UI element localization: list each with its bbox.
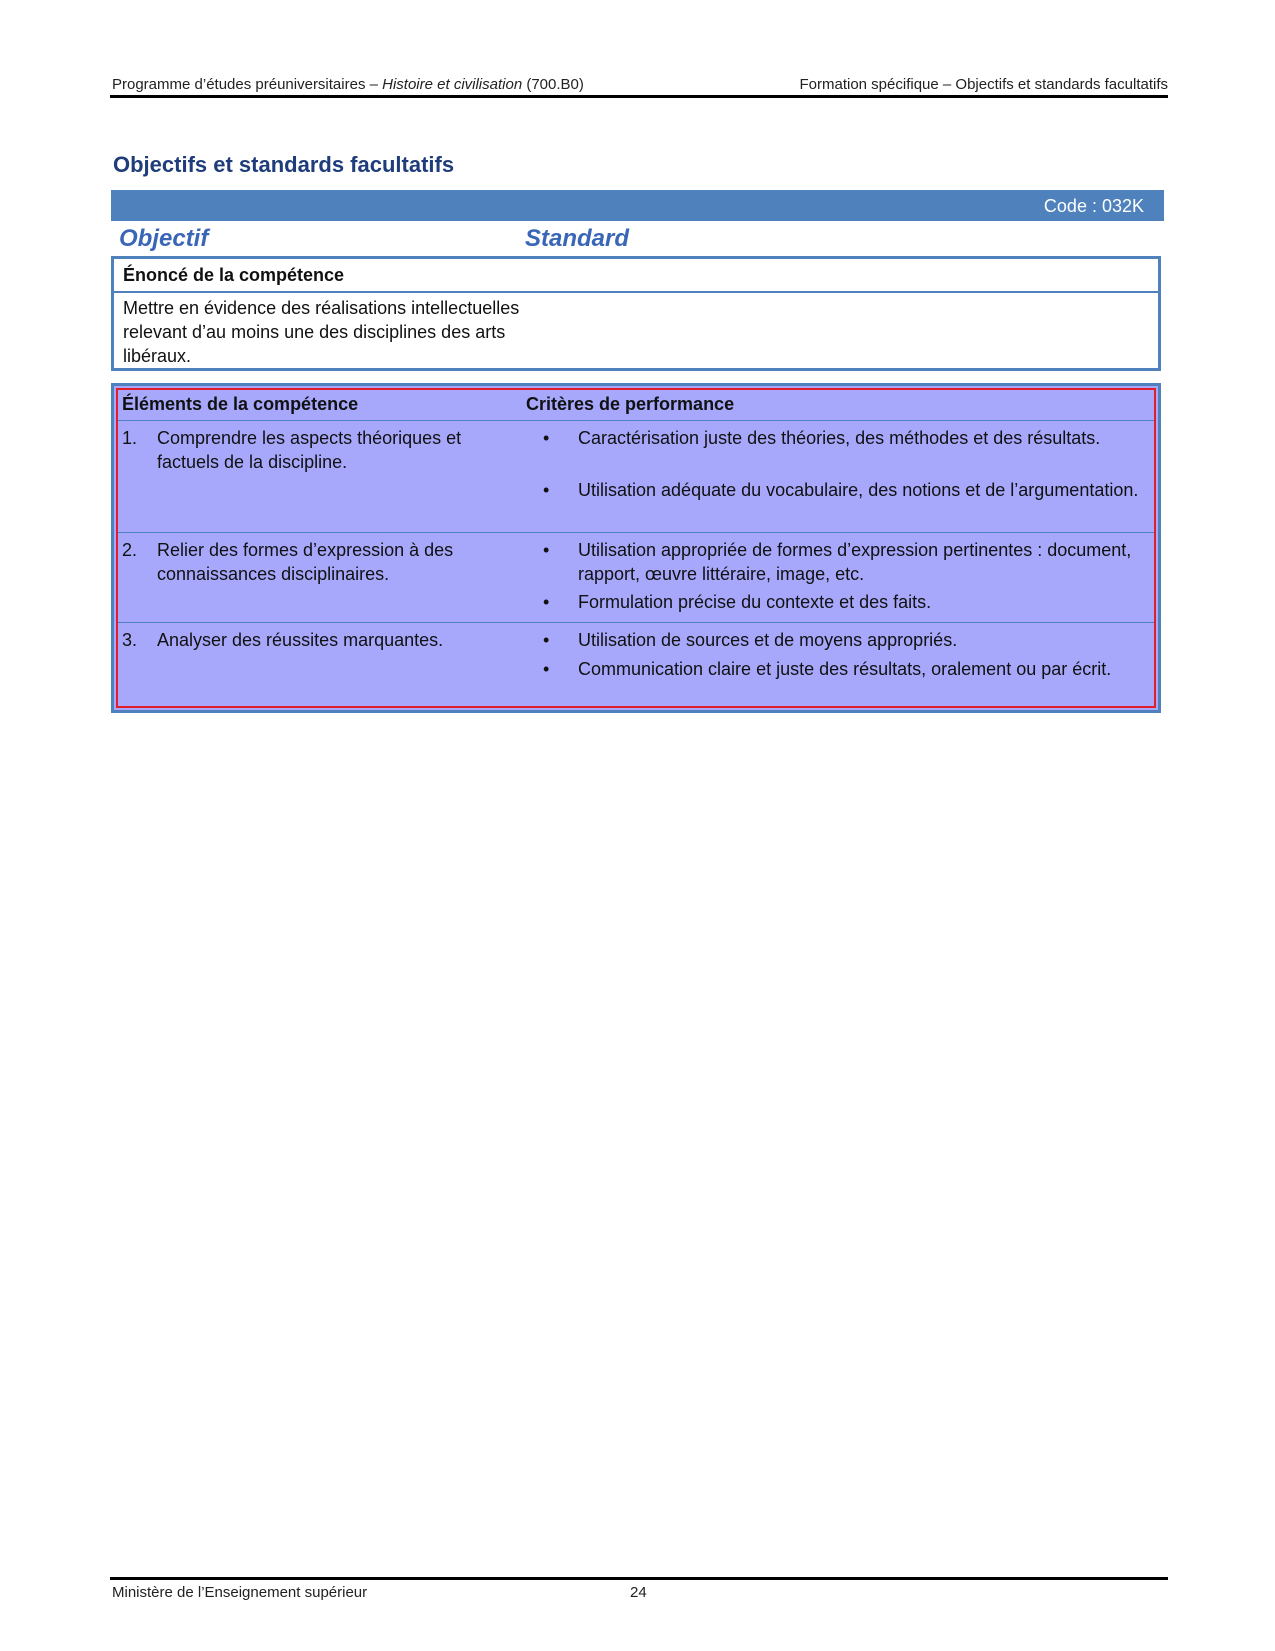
page-header [110,76,1168,98]
competence-heading: Énoncé de la compétence [123,265,345,285]
criterion-text: Utilisation appropriée de formes d’expression pertinentes : document, rapport, œuvre littéraire, image, etc. [578,540,1132,584]
competence-box [111,256,1161,371]
bullet-icon: • [543,630,550,650]
bullet-icon: • [543,428,550,448]
criterion-text: Caractérisation juste des théories, des méthodes et des résultats. [578,428,1101,448]
bullet-icon: • [543,480,550,500]
element-number: 2. [122,540,138,560]
section-title: Objectifs et standards facultatifs [113,152,455,177]
bullet-icon: • [543,592,550,612]
column-heading-objectif: Objectif [119,225,209,252]
page-footer [110,1577,1168,1601]
table-row [118,622,1154,710]
element-number: 1. [122,428,138,448]
criteria-table [111,383,1161,713]
header-program-title: Histoire et civilisation [382,76,523,93]
header-criteres: Critères de performance [526,394,735,414]
table-header-row [118,390,1154,421]
page-number: 24 [630,1584,647,1601]
element-number: 3. [122,630,138,650]
footer-ministry: Ministère de l’Enseignement supérieur [112,1584,368,1601]
bullet-icon: • [543,540,550,560]
criterion-text: Communication claire et juste des résultats, oralement ou par écrit. [578,659,1112,679]
table-row [118,532,1154,623]
bullet-icon: • [543,659,550,679]
element-text: Analyser des réussites marquantes. [157,630,444,650]
element-text: Relier des formes d’expression à des connaissances disciplinaires. [157,540,454,584]
header-elements: Éléments de la compétence [122,394,359,414]
column-heading-standard: Standard [525,225,630,252]
table-row [118,420,1154,533]
header-program: Programme d’études préuniversitaires – Histoire et civilisation (700.B0) [112,76,584,93]
criterion-text: Utilisation adéquate du vocabulaire, des notions et de l’argumentation. [578,480,1139,500]
competence-statement: Mettre en évidence des réalisations intellectuelles relevant d’au moins une des disciplines des arts libéraux. [123,298,520,366]
criteria-table-inner [116,388,1156,708]
header-section: Formation spécifique – Objectifs et standards facultatifs [799,76,1168,93]
criterion-text: Formulation précise du contexte et des faits. [578,592,932,612]
criterion-text: Utilisation de sources et de moyens appropriés. [578,630,958,650]
competency-code: Code : 032K [1043,196,1144,216]
element-text: Comprendre les aspects théoriques et factuels de la discipline. [157,428,462,472]
code-bar [111,190,1164,221]
